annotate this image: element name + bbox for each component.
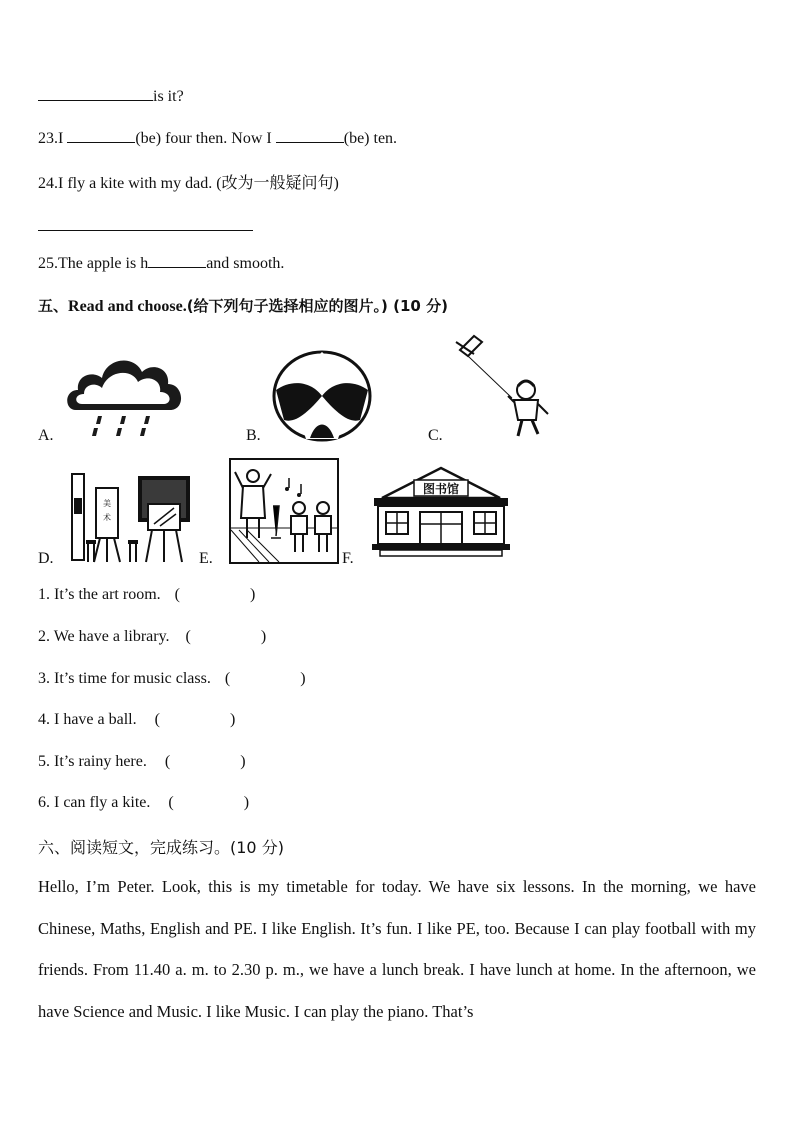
question-text: 4. I have a ball. — [38, 711, 137, 728]
ball-icon — [270, 350, 374, 442]
svg-text:美: 美 — [103, 499, 111, 508]
svg-text:术: 术 — [103, 513, 111, 522]
question-23-part-c: (be) ten. — [343, 130, 398, 147]
choice-question-4 — [38, 711, 235, 729]
library-building-icon — [372, 464, 510, 558]
answer-line[interactable] — [38, 230, 253, 231]
question-text: 6. I can fly a kite. — [38, 794, 151, 811]
paren-open: ( — [174, 586, 180, 603]
choice-question-5 — [38, 753, 246, 771]
answer-blank[interactable] — [276, 128, 344, 143]
section-5-title: Read and choose. — [68, 298, 187, 315]
paren-open: ( — [164, 753, 171, 770]
picture-label-a: A. — [38, 427, 54, 444]
answer-blank[interactable] — [38, 86, 153, 101]
answer-blank[interactable] — [67, 128, 135, 143]
question-24: 24.I fly a kite with my dad. (改为一般疑问句) — [38, 175, 339, 192]
paren-close: ) — [260, 628, 267, 645]
question-text: 3. It’s time for music class. — [38, 670, 211, 687]
choice-question-6 — [38, 794, 249, 812]
question-22-line — [38, 86, 184, 106]
question-23-part-b: (be) four then. Now I — [135, 130, 276, 147]
picture-label-f: F. — [342, 550, 354, 567]
section-6-heading: 六、阅读短文，完成练习。(10 分) — [38, 838, 284, 857]
section-5-number: 五、 — [38, 297, 69, 315]
picture-label-d: D. — [38, 550, 54, 567]
question-text: 1. It’s the art room. — [38, 586, 161, 603]
kite-boy-icon — [452, 328, 556, 446]
reading-passage: Hello, I’m Peter. Look, this is my timetable for today. We have six lessons. In the morning, we have Chinese, Maths, English and PE. I like English. It’s fun. I like PE, too. Because I can play football with my friends. From 11.40 a. m. to 2.30 p. m., we have a lunch break. I have lunch at home. In the afternoon, we have Science and Music. I like Music. I can play the piano. That’s — [38, 877, 756, 1021]
paren-open: ( — [185, 628, 191, 645]
art-room-icon — [68, 468, 194, 564]
question-23 — [38, 128, 397, 148]
question-text: 5. It’s rainy here. — [38, 753, 147, 770]
paren-open: ( — [154, 711, 160, 728]
question-25-part-b: and smooth. — [206, 255, 285, 272]
question-23-part-a: 23.I — [38, 130, 68, 147]
paren-close: ) — [240, 753, 246, 770]
picture-label-c: C. — [428, 427, 443, 444]
answer-blank[interactable] — [148, 253, 206, 268]
picture-label-e: E. — [199, 550, 213, 567]
choice-question-1 — [38, 586, 255, 604]
svg-text:图书馆: 图书馆 — [422, 482, 460, 496]
paren-close: ) — [249, 586, 256, 603]
question-22-tail: is it? — [153, 88, 184, 105]
paren-open: ( — [224, 670, 231, 687]
picture-label-b: B. — [246, 427, 261, 444]
paren-open: ( — [168, 794, 174, 811]
rain-cloud-icon — [62, 350, 186, 442]
paren-close: ) — [300, 670, 306, 687]
section-5-instruction: (给下列句子选择相应的图片。) (10 分) — [186, 297, 448, 315]
paren-close: ) — [229, 711, 236, 728]
music-class-icon — [229, 458, 339, 564]
choice-question-3 — [38, 670, 306, 688]
question-text: 2. We have a library. — [38, 628, 170, 645]
question-25-part-a: 25.The apple is h — [38, 255, 149, 272]
choice-question-2 — [38, 628, 266, 646]
paren-close: ) — [243, 794, 250, 811]
section-5-heading — [38, 295, 448, 316]
question-25 — [38, 253, 284, 273]
